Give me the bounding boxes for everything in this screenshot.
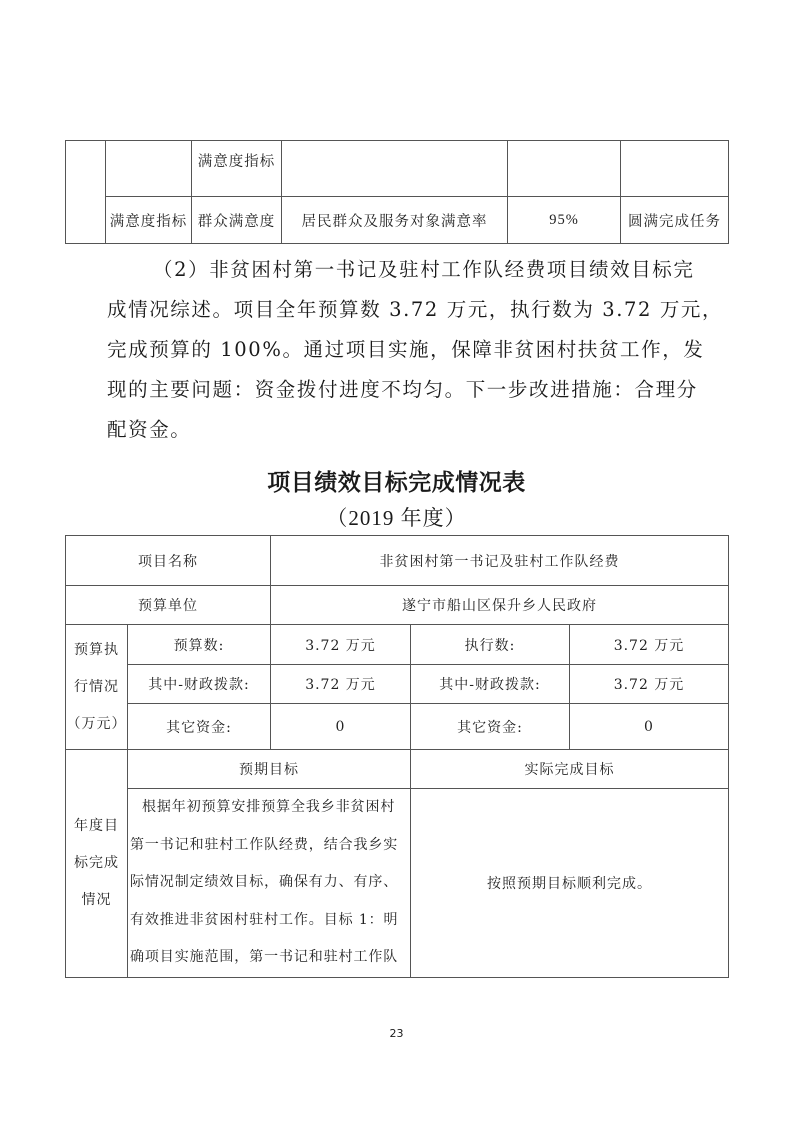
fiscal-allocation-value: 3.72 万元 — [570, 665, 729, 704]
other-funds-label: 其它资金: — [128, 704, 271, 750]
label-line: 情况 — [81, 891, 112, 908]
paragraph-line: （2）非贫困村第一书记及驻村工作队经费项目绩效目标完 — [153, 258, 695, 281]
page-number: 23 — [389, 1027, 404, 1040]
table-row — [66, 704, 729, 750]
table-row — [66, 750, 729, 789]
table-title: 项目绩效目标完成情况表 — [267, 470, 526, 496]
table-cell — [106, 141, 192, 197]
budget-unit-value: 遂宁市船山区保升乡人民政府 — [271, 586, 729, 625]
fiscal-allocation-label: 其中-财政拨款: — [128, 665, 271, 704]
table-row — [66, 789, 729, 978]
paragraph-line: 成情况综述。项目全年预算数 3.72 万元，执行数为 3.72 万元， — [107, 298, 724, 321]
label-line: 标完成 — [74, 854, 119, 871]
project-name-value: 非贫困村第一书记及驻村工作队经费 — [271, 536, 729, 586]
goal-line: 确项目实施范围，第一书记和驻村工作队 — [130, 949, 399, 965]
indicator-subcategory-cell: 群众满意度 — [192, 197, 282, 244]
actual-goal-header: 实际完成目标 — [411, 750, 729, 789]
label-line: 行情况 — [74, 678, 119, 695]
indicator-target-cell: 95% — [508, 197, 621, 244]
table-row — [66, 625, 729, 665]
satisfaction-indicator-table — [65, 140, 729, 244]
table-cell — [66, 141, 106, 244]
other-funds-value: 0 — [570, 704, 729, 750]
indicator-name-cell: 居民群众及服务对象满意率 — [282, 197, 508, 244]
budget-label: 预算数: — [128, 625, 271, 665]
other-funds-value: 0 — [271, 704, 411, 750]
expected-goal-text — [128, 789, 411, 978]
paragraph-line: 配资金。 — [107, 418, 192, 441]
table-row — [66, 586, 729, 625]
actual-goal-text: 按照预期目标顺利完成。 — [411, 789, 729, 978]
indicator-result-cell: 圆满完成任务 — [621, 197, 729, 244]
budget-execution-label — [66, 625, 128, 750]
indicator-category-cell: 满意度指标 — [106, 197, 192, 244]
paragraph-line: 完成预算的 100%。通过项目实施，保障非贫困村扶贫工作，发 — [107, 338, 705, 361]
table-cell — [282, 141, 508, 197]
label-line: （万元） — [66, 715, 127, 732]
goal-line: 际情况制定绩效目标，确保有力、有序、 — [130, 874, 399, 890]
goal-line: 有效推进非贫困村驻村工作。目标 1：明 — [130, 911, 399, 928]
table-cell: 满意度指标 — [192, 141, 282, 197]
budget-unit-label: 预算单位 — [66, 586, 271, 625]
budget-value: 3.72 万元 — [271, 625, 411, 665]
table-cell — [508, 141, 621, 197]
table-row — [66, 197, 729, 244]
expected-goal-header: 预期目标 — [128, 750, 411, 789]
execution-value: 3.72 万元 — [570, 625, 729, 665]
summary-paragraph — [107, 250, 724, 450]
other-funds-label: 其它资金: — [411, 704, 570, 750]
fiscal-allocation-label: 其中-财政拨款: — [411, 665, 570, 704]
fiscal-allocation-value: 3.72 万元 — [271, 665, 411, 704]
table-row — [66, 665, 729, 704]
execution-label: 执行数: — [411, 625, 570, 665]
table-row — [66, 141, 729, 197]
table-row — [66, 536, 729, 586]
annual-goal-label — [66, 750, 128, 978]
table-subtitle: （2019 年度） — [326, 506, 467, 530]
paragraph-line: 现的主要问题：资金拨付进度不均匀。下一步改进措施：合理分 — [107, 378, 698, 401]
label-line: 预算执 — [74, 641, 119, 658]
performance-goal-table — [65, 535, 729, 978]
table-cell — [621, 141, 729, 197]
goal-line: 第一书记和驻村工作队经费，结合我乡实 — [130, 836, 399, 853]
label-line: 年度目 — [74, 817, 119, 834]
goal-line: 根据年初预算安排预算全我乡非贫困村 — [142, 799, 396, 815]
project-name-label: 项目名称 — [66, 536, 271, 586]
